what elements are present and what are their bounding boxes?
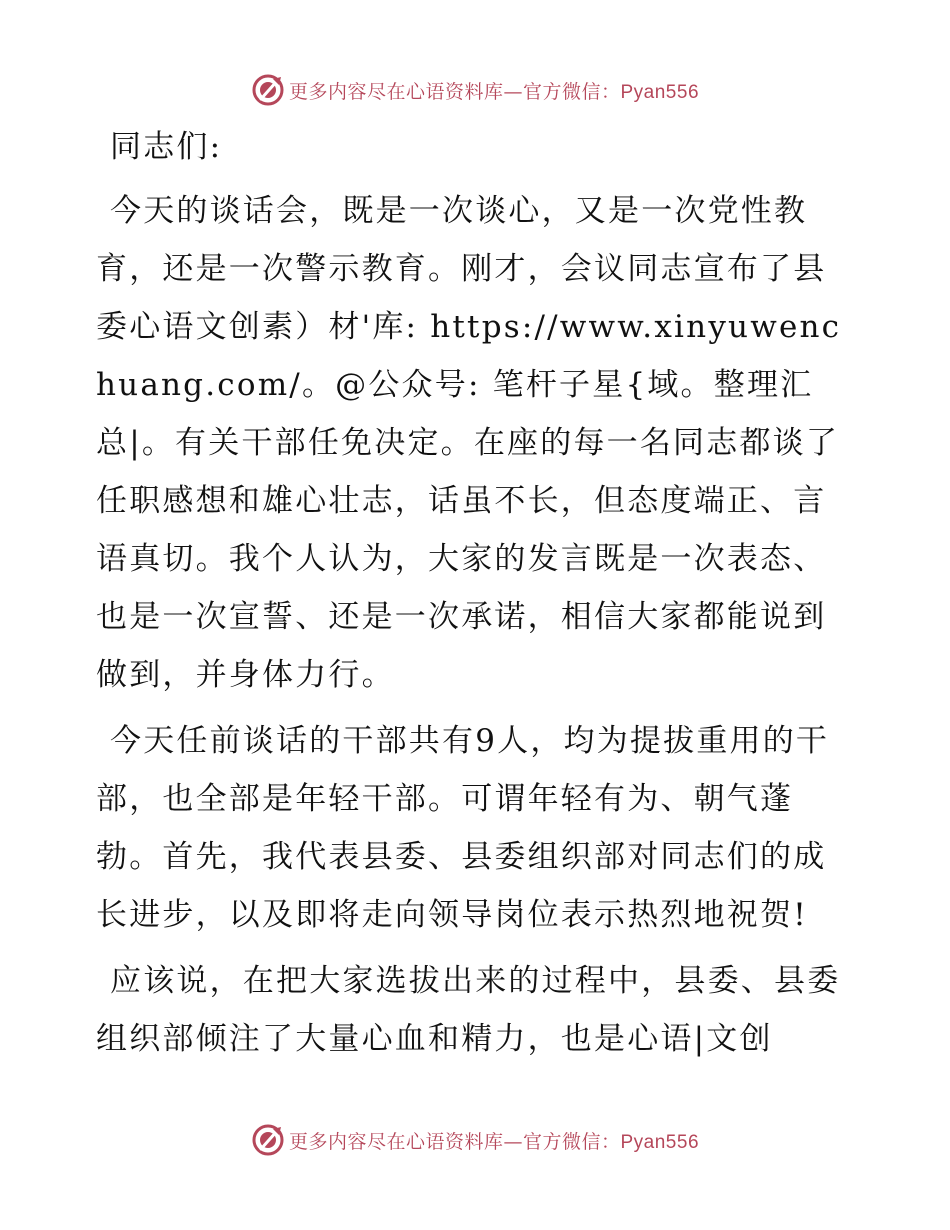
paragraph-1: 今天的谈话会，既是一次谈心，又是一次党性教育，还是一次警示教育。刚才，会议同志宣布了县委心语文创素）材'库: https://www.xinyuwenchuang.com/。@公众号: 笔杆子星{域。整理汇总|。有关干部任免决定。在座的每一名同志都谈了任职感想和雄心壮志，话虽不长，但态度端正、言语真切。我个人认为，大家的发言既是一次表态、也是一次宣誓、还是一次承诺，相信大家都能说到做到，并身体力行。 [96,193,842,693]
logo-icon [251,1123,285,1157]
salutation: 同志们: [110,129,223,165]
banner-wechat-id: Pyan556 [620,1131,700,1153]
banner-text: 更多内容尽在心语资料库—官方微信：Pyan556 [288,80,700,103]
banner-wechat-id: Pyan556 [620,81,700,103]
logo-icon [251,73,285,107]
paragraph-2: 今天任前谈话的干部共有9人，均为提拔重用的干部，也全部是年轻干部。可谓年轻有为、朝气蓬勃。首先，我代表县委、县委组织部对同志们的成长进步，以及即将走向领导岗位表示热烈地祝贺! [96,723,830,933]
footer-banner [0,1120,950,1160]
paragraph-3: 应该说，在把大家选拔出来的过程中，县委、县委组织部倾注了大量心血和精力，也是心语|文创 [96,963,841,1057]
header-banner [0,70,950,110]
banner-text: 更多内容尽在心语资料库—官方微信：Pyan556 [288,1130,700,1153]
document-body [96,118,856,1076]
